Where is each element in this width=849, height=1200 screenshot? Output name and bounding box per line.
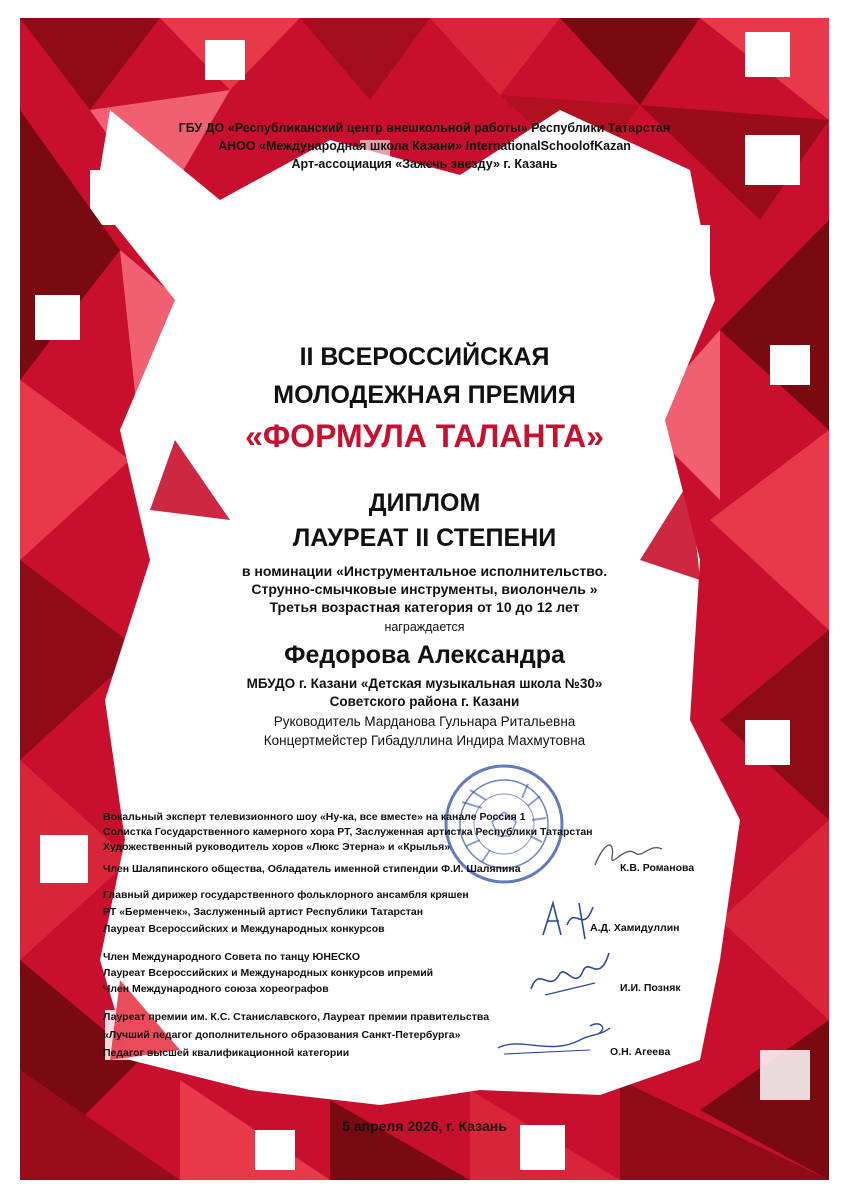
school-line-1: МБУДО г. Казани «Детская музыкальная школа №30» <box>246 676 603 691</box>
nomination-line-2: Струнно-смычковые инструменты, виолончель » <box>251 581 598 597</box>
teacher: Руководитель Марданова Гульнара Ритальевна <box>273 714 576 729</box>
date-place: 5 апреля 2026, г. Казань <box>342 1118 507 1134</box>
accompanist: Концертмейстер Гибадуллина Индира Махмутовна <box>263 733 586 748</box>
jury-2-name: А.Д. Хамидуллин <box>590 922 680 934</box>
school-line-2: Советского района г. Казани <box>329 694 520 709</box>
jury-1-line-3: Художественный руководитель хоров «Люкс Этерна» и «Крылья» <box>103 841 451 853</box>
jury-1-line-2: Солистка Государственного камерного хора РТ, Заслуженная артистка Республики Татарстан <box>103 826 593 838</box>
signature <box>525 945 615 1000</box>
award-line-2: МОЛОДЕЖНАЯ ПРЕМИЯ <box>273 381 576 409</box>
signature <box>490 1018 620 1063</box>
jury-4-name: О.Н. Агеева <box>610 1046 671 1058</box>
jury-1-line-4: Член Шаляпинского общества, Обладатель именной стипендии Ф.И. Шаляпина <box>103 863 521 875</box>
signature <box>590 835 670 875</box>
diploma-title: ДИПЛОМ <box>368 489 481 517</box>
awarded-label: награждается <box>384 620 465 634</box>
organizer-line-1: ГБУ ДО «Республиканский центр внешкольной работы» Республики Татарстан <box>178 121 671 135</box>
jury-1-name: К.В. Романова <box>620 862 695 874</box>
jury-4-line-3: Педагог высшей квалификационной категории <box>103 1047 350 1059</box>
recipient-name: Федорова Александра <box>284 641 565 669</box>
nomination-line-1: в номинации «Инструментальное исполнительство. <box>241 563 608 579</box>
jury-2-line-3: Лауреат Всероссийских и Международных конкурсов <box>103 923 385 935</box>
jury-3-line-2: Лауреат Всероссийских и Международных конкурсов ипремий <box>103 967 434 979</box>
jury-2-line-2: РТ «Берменчек», Заслуженный артист Республики Татарстан <box>103 906 424 918</box>
age-category: Третья возрастная категория от 10 до 12 лет <box>269 599 580 615</box>
jury-3-name: И.И. Позняк <box>620 982 681 994</box>
jury-2-line-1: Главный дирижер государственного фольклорного ансамбля кряшен <box>103 889 469 901</box>
organizer-line-2: АНОО «Международная школа Казани» InternationalSchoolofKazan <box>218 139 631 153</box>
award-name: «ФОРМУЛА ТАЛАНТА» <box>245 418 604 454</box>
jury-4-line-1: Лауреат премии им. К.С. Станиславского, Лауреат премии правительства <box>103 1011 490 1023</box>
jury-3-line-1: Член Международного Совета по танцу ЮНЕСКО <box>103 951 361 963</box>
diploma-degree: ЛАУРЕАТ II СТЕПЕНИ <box>292 524 557 552</box>
jury-4-line-2: «Лучший педагог дополнительного образования Санкт-Петербурга» <box>103 1029 461 1041</box>
organizer-line-3: Арт-ассоциация «Зажечь звезду» г. Казань <box>291 157 558 171</box>
jury-1-line-1: Вокальный эксперт телевизионного шоу «Ну-ка, все вместе» на канале Россия 1 <box>103 811 526 823</box>
signature <box>535 895 605 945</box>
jury-3-line-3: Член Международного союза хореографов <box>103 983 329 995</box>
award-line-1: II ВСЕРОССИЙСКАЯ <box>299 343 550 371</box>
